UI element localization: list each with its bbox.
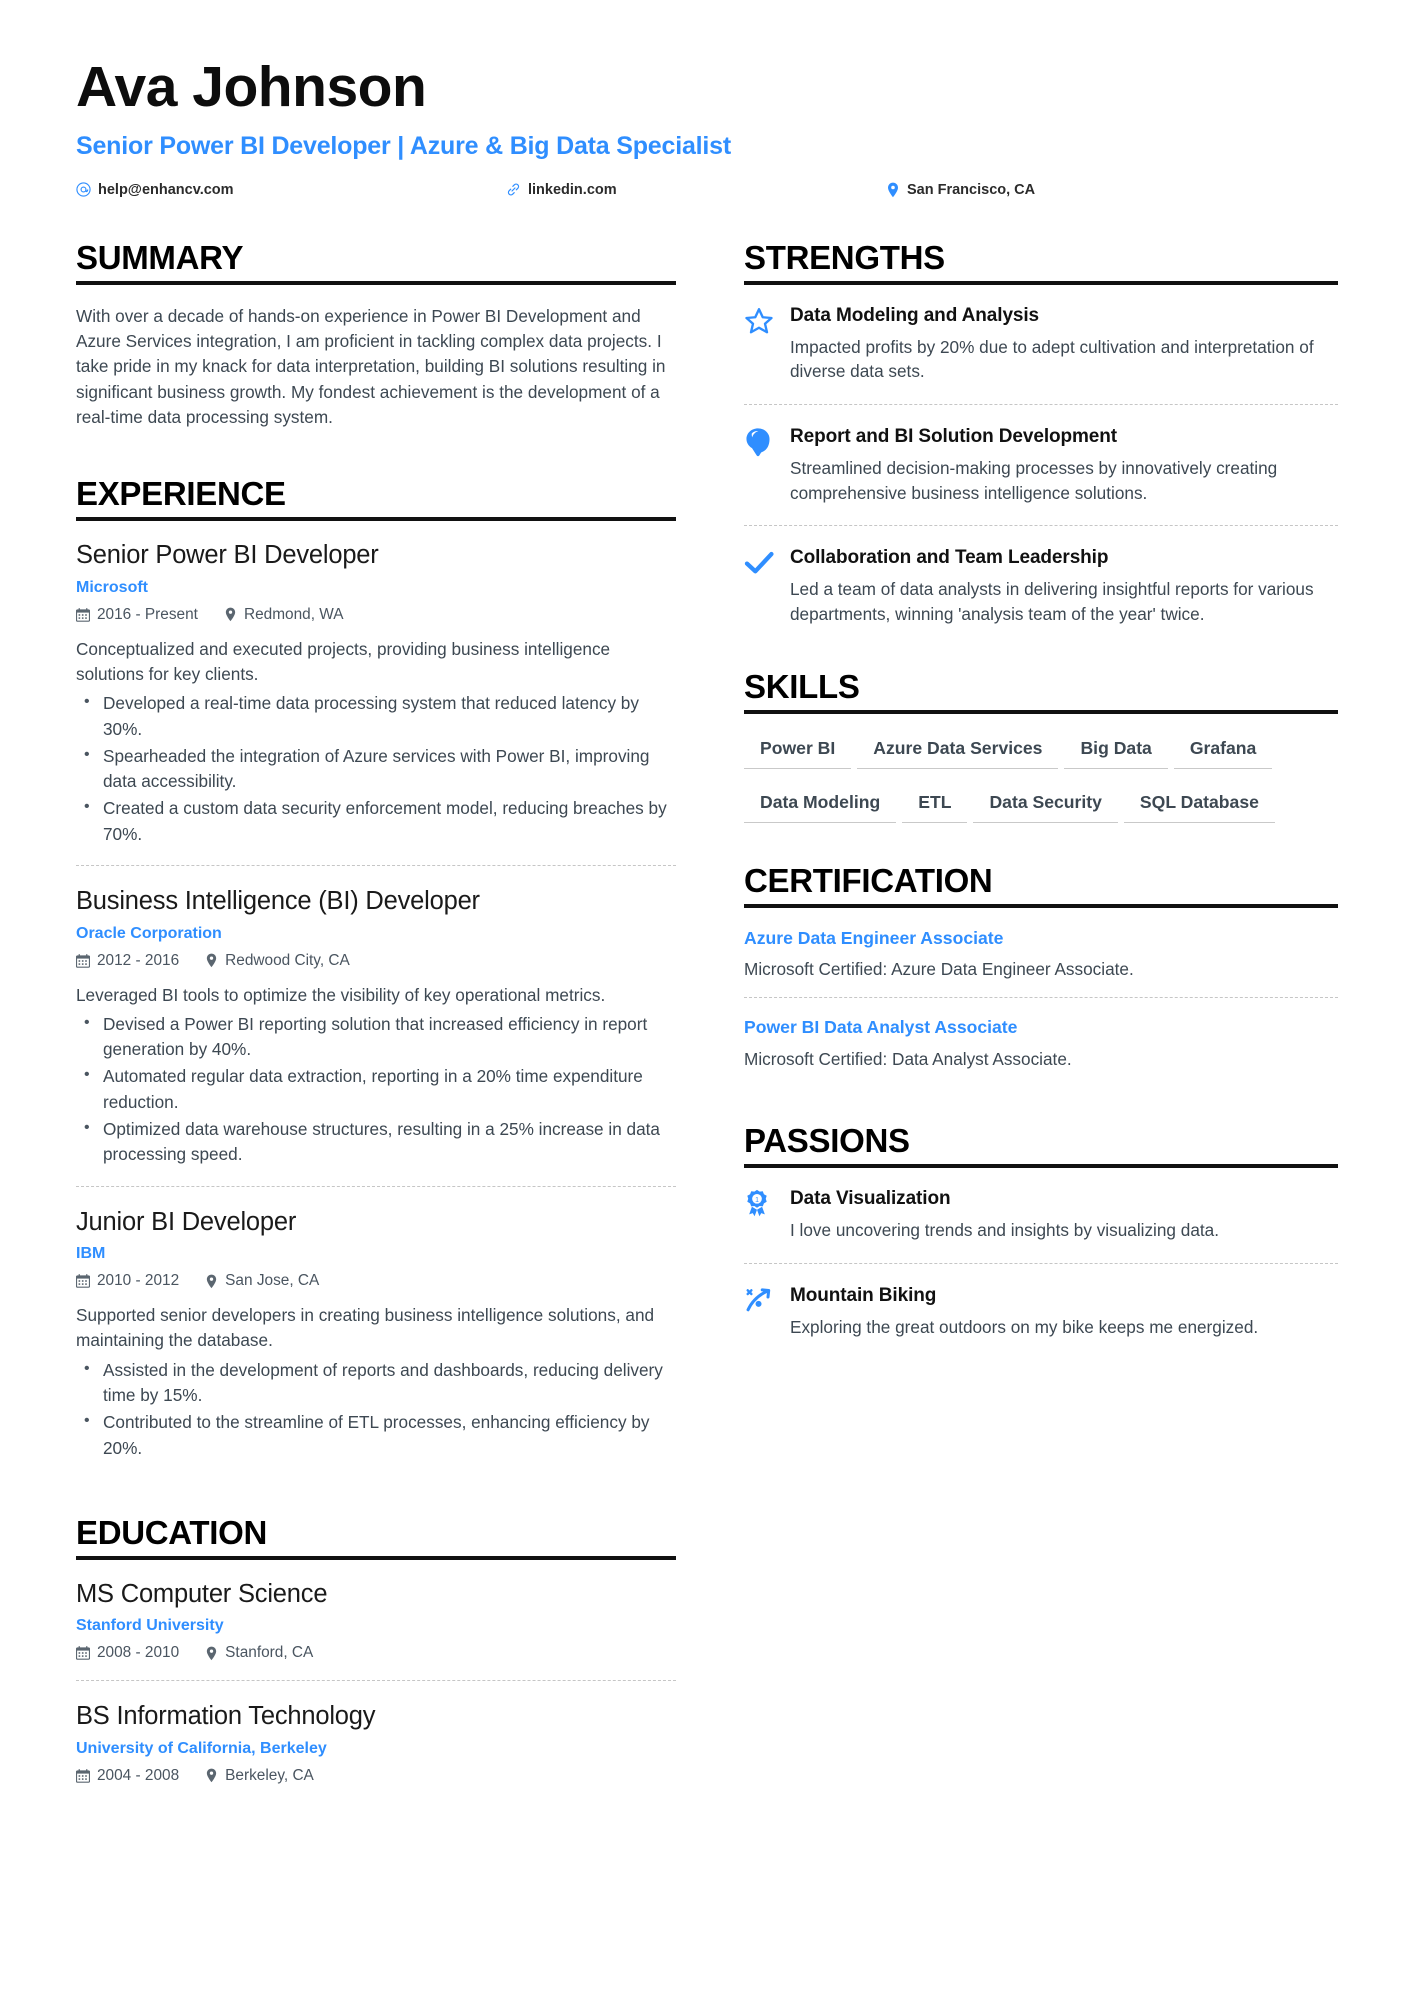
job-role: Senior Power BI Developer [76,541,379,570]
job-bullet: • Spearheaded the integration of Azure services with Power BI, improving data accessibility. [76,744,676,795]
education-meta [76,1644,676,1662]
job-description: Leveraged BI tools to optimize the visibility of key operational metrics. [76,984,606,1005]
contact-row [76,182,1338,198]
job-dates-text: 2012 - 2016 [97,951,180,969]
skill-tag: Big Data [1064,733,1167,769]
contact-linkedin-text: linkedin.com [528,181,617,198]
strength-item [744,404,1338,525]
section-divider [76,1556,676,1560]
education-dates [76,1644,179,1662]
section-education [76,1515,676,1803]
education-location-text: Stanford, CA [225,1644,314,1662]
passion-title: Mountain Biking [790,1284,937,1306]
strength-body [790,304,1338,384]
strength-title: Collaboration and Team Leadership [790,547,1109,569]
section-divider [76,281,676,285]
passion-body [790,1187,1338,1243]
section-passions [744,1123,1338,1359]
skill-tag: SQL Database [1124,787,1275,823]
job-bullets [76,1012,676,1168]
star-icon [744,304,790,384]
job-bullets [76,1358,676,1461]
strength-item [744,525,1338,646]
summary-title: SUMMARY [76,238,244,276]
job-location-text: Redwood City, CA [225,951,350,969]
passion-description: I love uncovering trends and insights by visualizing data. [790,1220,1219,1241]
certification-name: Azure Data Engineer Associate [744,927,1004,948]
location-pin-icon [205,953,218,968]
job-location-text: San Jose, CA [225,1272,320,1290]
section-skills [744,669,1338,841]
certification-name: Power BI Data Analyst Associate [744,1017,1018,1038]
passion-body [790,1284,1338,1340]
experience-heading [76,476,676,521]
section-certification [744,863,1338,1088]
education-meta [76,1767,676,1785]
speech-bubble-icon [744,425,790,505]
job-dates [76,606,198,624]
experience-entry [76,1186,676,1479]
degree-name: BS Information Technology [76,1702,376,1731]
contact-email[interactable] [76,182,506,198]
location-pin-icon [886,182,900,198]
passions-heading [744,1123,1338,1168]
education-heading [76,1515,676,1560]
calendar-icon [76,954,90,968]
job-bullet: • Contributed to the streamline of ETL processes, enhancing efficiency by 20%. [76,1410,676,1461]
skill-tag: ETL [902,787,967,823]
skills-title: SKILLS [744,667,860,705]
passions-title: PASSIONS [744,1122,910,1160]
skill-tag: Azure Data Services [857,733,1058,769]
passion-title: Data Visualization [790,1188,951,1210]
job-role: Business Intelligence (BI) Developer [76,887,480,915]
candidate-headline: Senior Power BI Developer | Azure & Big Data Specialist [76,131,731,160]
education-location [205,1767,314,1785]
education-location [205,1644,313,1662]
job-meta [76,952,676,970]
calendar-icon [76,608,90,622]
job-role: Junior BI Developer [76,1207,297,1236]
location-pin-icon [224,607,237,622]
strength-title: Report and BI Solution Development [790,426,1118,448]
passion-description: Exploring the great outdoors on my bike keeps me energized. [790,1316,1259,1337]
bike-trail-icon [744,1284,790,1340]
section-experience [76,476,676,1479]
calendar-icon [76,1769,90,1783]
contact-email-text: help@enhancv.com [98,181,234,198]
contact-location-text: San Francisco, CA [907,181,1036,198]
section-divider [744,1164,1338,1168]
passion-item [744,1263,1338,1360]
job-location [205,1272,319,1290]
education-entry [76,1680,676,1803]
job-description: Supported senior developers in creating business intelligence solutions, and maintaining the database. [76,1305,655,1351]
skills-heading [744,669,1338,714]
location-pin-icon [205,1274,218,1289]
strength-description: Streamlined decision-making processes by innovatively creating comprehensive business intelligence solutions. [790,457,1278,503]
job-bullet: • Created a custom data security enforcement model, reducing breaches by 70%. [76,796,676,847]
skill-tag: Grafana [1174,733,1273,769]
resume-header [76,55,1338,198]
education-dates-text: 2008 - 2010 [97,1644,180,1662]
job-meta [76,606,676,624]
strength-description: Led a team of data analysts in delivering insightful reports for various departments, winning 'analysis team of the year' twice. [790,579,1314,624]
experience-entry [76,865,676,1186]
strength-title: Data Modeling and Analysis [790,304,1040,326]
certification-heading [744,863,1338,908]
skills-list [744,733,1338,841]
calendar-icon [76,1646,90,1660]
school-name: Stanford University [76,1617,224,1635]
checkmark-icon [744,546,790,626]
email-icon [76,182,91,197]
location-pin-icon [205,1646,218,1661]
strengths-heading [744,240,1338,285]
job-bullet: • Assisted in the development of reports and dashboards, reducing delivery time by 15%. [76,1358,676,1409]
location-pin-icon [205,1768,218,1783]
job-bullets [76,691,676,847]
strength-description: Impacted profits by 20% due to adept cultivation and interpretation of diverse data sets. [790,336,1314,382]
job-company: Microsoft [76,578,148,596]
job-meta [76,1272,676,1290]
strengths-title: STRENGTHS [744,238,945,276]
job-dates [76,1272,179,1290]
calendar-icon [76,1274,90,1288]
resume-columns [76,240,1338,1803]
section-divider [744,710,1338,714]
education-dates-text: 2004 - 2008 [97,1766,180,1784]
job-bullet: • Automated regular data extraction, reporting in a 20% time expenditure reduction. [76,1064,676,1115]
education-location-text: Berkeley, CA [225,1766,314,1784]
certification-title: CERTIFICATION [744,861,993,899]
experience-entry [76,540,676,865]
job-bullet: • Devised a Power BI reporting solution that increased efficiency in report generation by 40%. [76,1012,676,1063]
strength-body [790,546,1338,626]
section-strengths [744,240,1338,647]
certification-description: Microsoft Certified: Data Analyst Associate. [744,1049,1072,1070]
section-divider [744,904,1338,908]
section-divider [744,281,1338,285]
job-company: Oracle Corporation [76,924,222,942]
experience-title: EXPERIENCE [76,475,286,513]
job-bullet: • Developed a real-time data processing system that reduced latency by 30%. [76,691,676,742]
left-column [76,240,676,1803]
column-gap [676,240,744,1803]
job-location-text: Redmond, WA [243,605,344,623]
skill-tag: Data Modeling [744,787,896,823]
contact-linkedin[interactable] [506,182,886,198]
certification-item [744,997,1338,1087]
job-description: Conceptualized and executed projects, providing business intelligence solutions for key clients. [76,638,611,685]
section-summary [76,240,676,430]
summary-heading [76,240,676,285]
candidate-name: Ava Johnson [76,55,427,119]
education-entry [76,1579,676,1681]
contact-location [886,182,1338,198]
certification-item [744,927,1338,998]
education-dates [76,1767,179,1785]
svg-text:1: 1 [755,1197,759,1205]
award-ribbon-icon [744,1187,790,1243]
job-company: IBM [76,1245,106,1263]
link-icon [506,182,521,197]
job-location [205,952,350,970]
skill-tag: Power BI [744,733,851,769]
strength-body [790,425,1338,505]
education-title: EDUCATION [76,1513,268,1551]
job-dates-text: 2016 - Present [97,605,198,623]
job-location [224,606,344,624]
right-column [744,240,1338,1803]
passion-item [744,1187,1338,1263]
degree-name: MS Computer Science [76,1579,328,1608]
skill-tag: Data Security [973,787,1117,823]
strength-item [744,304,1338,404]
job-dates-text: 2010 - 2012 [97,1272,180,1290]
school-name: University of California, Berkeley [76,1739,327,1757]
section-divider [76,517,676,521]
summary-text: With over a decade of hands-on experience in Power BI Development and Azure Services integration, I am proficient in tackling complex data projects. I take pride in my knack for data interpretation, building BI solutions resulting in significant business growth. My fondest achievement is the development of a real-time data processing system. [76,305,666,427]
job-bullet: • Optimized data warehouse structures, resulting in a 25% increase in data processing speed. [76,1117,676,1168]
job-dates [76,952,179,970]
certification-description: Microsoft Certified: Azure Data Engineer Associate. [744,959,1134,980]
